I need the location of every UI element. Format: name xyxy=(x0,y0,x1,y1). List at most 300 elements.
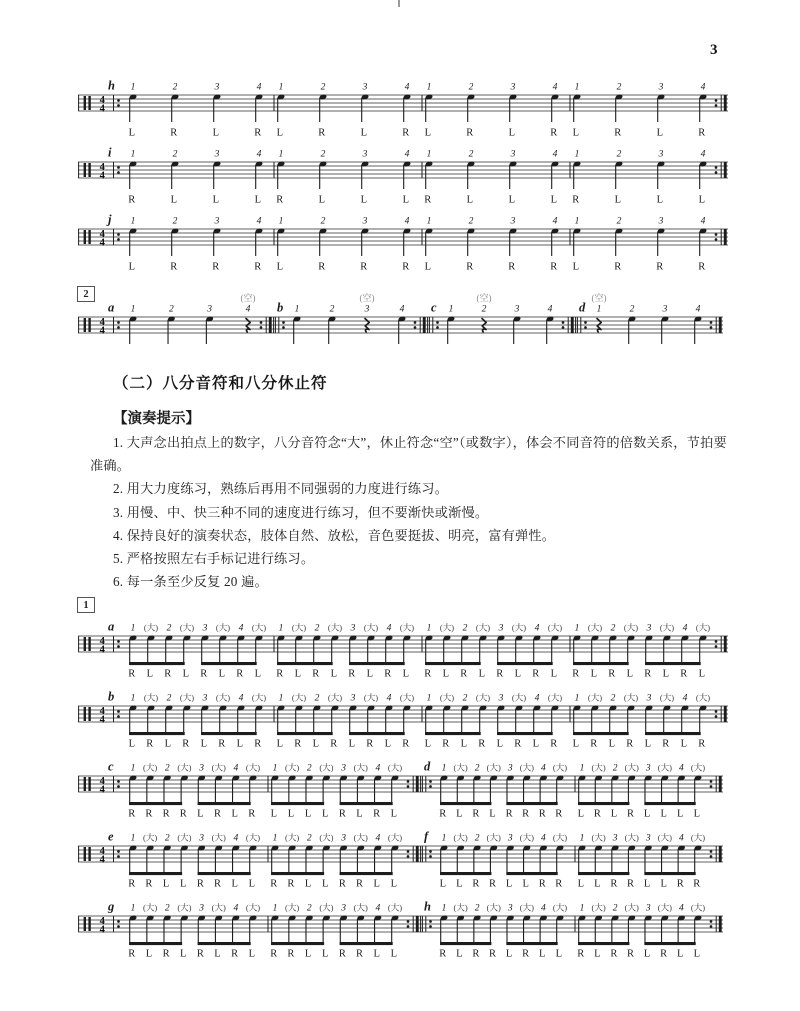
svg-text:(大): (大) xyxy=(327,622,343,633)
svg-text:i: i xyxy=(108,145,112,160)
svg-text:L: L xyxy=(402,668,410,680)
svg-text:(大): (大) xyxy=(587,692,603,703)
svg-text:L: L xyxy=(276,738,284,750)
svg-text:(大): (大) xyxy=(486,902,501,913)
svg-text:(大): (大) xyxy=(319,762,334,773)
svg-text:c: c xyxy=(108,759,114,774)
svg-text:(大): (大) xyxy=(179,692,195,703)
svg-text:4: 4 xyxy=(99,924,105,936)
svg-text:L: L xyxy=(522,878,529,890)
svg-text:2: 2 xyxy=(320,149,326,160)
svg-text:1: 1 xyxy=(441,833,447,844)
svg-text:2: 2 xyxy=(164,833,170,844)
registration-mark xyxy=(398,0,400,7)
svg-text:L: L xyxy=(660,808,667,820)
svg-text:(大): (大) xyxy=(285,902,300,913)
tip-item-1: 1. 大声念出拍点上的数字，八分音符念“大”，休止符念“空”（或数字），体会不同音符的倍数关系，节拍要准确。 xyxy=(90,435,727,474)
svg-text:R: R xyxy=(698,738,706,750)
svg-text:(大): (大) xyxy=(511,622,527,633)
svg-text:(大): (大) xyxy=(353,832,368,843)
svg-text:4: 4 xyxy=(99,644,105,656)
svg-text:R: R xyxy=(318,127,326,139)
svg-text:4: 4 xyxy=(552,82,558,93)
exercise-1-box-number: 1 xyxy=(77,597,95,613)
svg-text:L: L xyxy=(594,948,601,960)
svg-text:(大): (大) xyxy=(519,902,534,913)
svg-text:L: L xyxy=(254,194,262,206)
svg-text:(大): (大) xyxy=(143,762,158,773)
svg-text:L: L xyxy=(128,127,136,139)
tip-item-3: 3. 用慢、中、快三种不同的速度进行练习，但不要渐快或渐慢。 xyxy=(113,504,489,520)
page-number: 3 xyxy=(710,42,718,58)
svg-text:R: R xyxy=(424,668,432,680)
svg-text:R: R xyxy=(212,261,220,273)
svg-text:(大): (大) xyxy=(623,692,639,703)
svg-text:(大): (大) xyxy=(327,692,343,703)
svg-text:d: d xyxy=(579,300,586,315)
svg-text:4: 4 xyxy=(679,903,684,914)
svg-text:L: L xyxy=(231,808,238,820)
svg-text:L: L xyxy=(550,668,558,680)
svg-text:R: R xyxy=(200,668,208,680)
svg-text:L: L xyxy=(322,808,329,820)
svg-text:(空): (空) xyxy=(359,293,375,303)
svg-text:4: 4 xyxy=(99,846,105,858)
svg-text:(大): (大) xyxy=(245,902,261,913)
svg-text:(大): (大) xyxy=(624,832,639,843)
svg-text:R: R xyxy=(460,668,468,680)
svg-text:L: L xyxy=(390,948,398,960)
svg-text:3: 3 xyxy=(362,149,368,160)
svg-text:R: R xyxy=(439,948,447,960)
svg-text:R: R xyxy=(626,738,634,750)
svg-text:1: 1 xyxy=(278,623,284,634)
svg-text:L: L xyxy=(660,878,667,890)
svg-text:L: L xyxy=(231,878,238,890)
svg-text:L: L xyxy=(577,808,585,820)
svg-text:L: L xyxy=(128,738,136,750)
svg-text:(大): (大) xyxy=(690,902,706,913)
svg-text:L: L xyxy=(496,738,504,750)
svg-text:(大): (大) xyxy=(399,622,415,633)
svg-text:(大): (大) xyxy=(285,832,300,843)
svg-text:R: R xyxy=(555,878,563,890)
svg-text:4: 4 xyxy=(245,304,251,315)
svg-text:(大): (大) xyxy=(695,692,711,703)
svg-text:4: 4 xyxy=(375,833,381,844)
notation-system-d xyxy=(420,750,723,820)
svg-text:4: 4 xyxy=(534,623,540,634)
svg-text:(大): (大) xyxy=(143,622,159,633)
svg-text:L: L xyxy=(304,878,312,890)
svg-text:L: L xyxy=(373,878,380,890)
svg-text:4: 4 xyxy=(541,763,546,774)
svg-text:L: L xyxy=(677,808,684,820)
svg-text:4: 4 xyxy=(99,237,105,249)
svg-text:L: L xyxy=(248,948,256,960)
svg-text:R: R xyxy=(287,878,295,890)
svg-text:1: 1 xyxy=(130,216,136,227)
svg-text:4: 4 xyxy=(375,903,381,914)
svg-text:2: 2 xyxy=(172,149,178,160)
svg-text:3: 3 xyxy=(199,763,204,774)
svg-text:R: R xyxy=(338,948,346,960)
svg-text:R: R xyxy=(196,878,204,890)
svg-text:3: 3 xyxy=(646,623,652,634)
svg-text:1: 1 xyxy=(272,833,278,844)
svg-text:g: g xyxy=(108,899,115,914)
svg-text:4: 4 xyxy=(99,162,105,174)
svg-text:3: 3 xyxy=(510,216,516,227)
svg-text:2: 2 xyxy=(329,304,335,315)
svg-text:L: L xyxy=(626,668,634,680)
svg-text:R: R xyxy=(164,668,172,680)
svg-text:3: 3 xyxy=(207,304,213,315)
svg-text:R: R xyxy=(402,127,410,139)
tip-item-5: 5. 严格按照左右手标记进行练习。 xyxy=(113,551,315,567)
svg-text:L: L xyxy=(304,948,312,960)
svg-text:R: R xyxy=(128,808,136,820)
svg-text:R: R xyxy=(627,948,635,960)
svg-text:3: 3 xyxy=(199,833,204,844)
svg-text:1: 1 xyxy=(579,833,585,844)
svg-text:(大): (大) xyxy=(486,832,501,843)
svg-text:4: 4 xyxy=(256,149,262,160)
svg-text:R: R xyxy=(466,261,474,273)
svg-text:L: L xyxy=(693,948,701,960)
svg-text:4: 4 xyxy=(386,623,392,634)
svg-text:R: R xyxy=(660,948,668,960)
svg-text:1: 1 xyxy=(448,304,454,315)
svg-text:1: 1 xyxy=(272,763,278,774)
svg-text:2: 2 xyxy=(462,693,468,704)
svg-text:(大): (大) xyxy=(591,762,606,773)
svg-text:4: 4 xyxy=(99,916,105,928)
svg-text:4: 4 xyxy=(233,763,239,774)
svg-text:L: L xyxy=(304,808,312,820)
svg-text:1: 1 xyxy=(441,903,447,914)
svg-text:(大): (大) xyxy=(486,762,501,773)
notation-system-c xyxy=(78,750,420,820)
svg-text:4: 4 xyxy=(404,216,410,227)
svg-text:(大): (大) xyxy=(399,692,415,703)
svg-text:L: L xyxy=(182,668,190,680)
svg-text:(大): (大) xyxy=(690,832,706,843)
svg-text:2: 2 xyxy=(164,763,170,774)
svg-text:(大): (大) xyxy=(591,902,606,913)
svg-text:(大): (大) xyxy=(363,622,379,633)
svg-text:R: R xyxy=(522,948,530,960)
svg-text:L: L xyxy=(254,668,262,680)
svg-text:L: L xyxy=(514,668,522,680)
svg-text:(大): (大) xyxy=(215,622,231,633)
svg-text:L: L xyxy=(505,878,513,890)
svg-text:2: 2 xyxy=(164,903,170,914)
svg-text:R: R xyxy=(146,738,154,750)
svg-text:3: 3 xyxy=(364,304,370,315)
section-heading: （二）八分音符和八分休止符 xyxy=(113,375,328,392)
svg-text:R: R xyxy=(128,878,136,890)
svg-text:L: L xyxy=(608,738,616,750)
svg-text:R: R xyxy=(698,127,706,139)
svg-text:4: 4 xyxy=(99,229,105,241)
svg-text:4: 4 xyxy=(99,784,105,796)
svg-text:R: R xyxy=(593,808,601,820)
svg-text:3: 3 xyxy=(214,149,220,160)
svg-text:4: 4 xyxy=(404,149,410,160)
svg-text:L: L xyxy=(128,261,136,273)
svg-text:(大): (大) xyxy=(439,622,455,633)
svg-text:4: 4 xyxy=(99,325,105,337)
svg-text:L: L xyxy=(555,948,563,960)
svg-text:R: R xyxy=(366,738,374,750)
svg-text:R: R xyxy=(698,261,706,273)
svg-text:L: L xyxy=(424,738,432,750)
svg-text:(大): (大) xyxy=(552,832,568,843)
svg-text:4: 4 xyxy=(679,833,684,844)
svg-text:4: 4 xyxy=(541,903,546,914)
svg-text:L: L xyxy=(164,738,172,750)
svg-text:(大): (大) xyxy=(624,902,639,913)
svg-text:a: a xyxy=(108,300,115,315)
svg-text:L: L xyxy=(656,127,664,139)
svg-text:R: R xyxy=(231,948,239,960)
svg-text:R: R xyxy=(610,878,618,890)
svg-text:L: L xyxy=(170,194,178,206)
tip-item-2: 2. 用大力度练习，熟练后再用不同强弱的力度进行练习。 xyxy=(113,481,449,497)
svg-text:3: 3 xyxy=(612,833,618,844)
svg-text:L: L xyxy=(572,738,580,750)
svg-text:L: L xyxy=(643,808,651,820)
svg-text:2: 2 xyxy=(629,304,635,315)
svg-text:L: L xyxy=(348,738,356,750)
svg-text:L: L xyxy=(390,878,398,890)
svg-text:1: 1 xyxy=(426,693,432,704)
tip-item-6: 6. 每一条至少反复 20 遍。 xyxy=(113,574,268,590)
svg-text:(大): (大) xyxy=(439,692,455,703)
svg-text:3: 3 xyxy=(341,763,346,774)
svg-text:(大): (大) xyxy=(251,692,267,703)
svg-text:L: L xyxy=(384,738,392,750)
svg-text:R: R xyxy=(214,878,222,890)
svg-text:(大): (大) xyxy=(143,692,159,703)
svg-text:R: R xyxy=(128,194,136,206)
svg-text:4: 4 xyxy=(700,216,706,227)
svg-text:3: 3 xyxy=(498,693,504,704)
svg-text:(大): (大) xyxy=(547,622,563,633)
svg-text:2: 2 xyxy=(468,216,474,227)
svg-text:1: 1 xyxy=(574,149,580,160)
svg-text:4: 4 xyxy=(700,82,706,93)
svg-text:(大): (大) xyxy=(353,762,368,773)
svg-text:2: 2 xyxy=(616,82,622,93)
svg-text:(大): (大) xyxy=(519,832,534,843)
notation-system-b xyxy=(78,680,728,750)
svg-text:(大): (大) xyxy=(453,832,468,843)
svg-text:R: R xyxy=(662,738,670,750)
svg-text:L: L xyxy=(478,668,486,680)
svg-text:R: R xyxy=(128,668,136,680)
svg-text:R: R xyxy=(402,738,410,750)
svg-text:1: 1 xyxy=(130,763,136,774)
svg-text:R: R xyxy=(214,808,222,820)
notation-system-a xyxy=(78,610,728,680)
svg-text:1: 1 xyxy=(579,763,585,774)
svg-text:R: R xyxy=(489,948,497,960)
svg-text:2: 2 xyxy=(320,216,326,227)
svg-text:R: R xyxy=(145,808,153,820)
svg-text:L: L xyxy=(643,878,651,890)
svg-text:2: 2 xyxy=(616,149,622,160)
svg-text:R: R xyxy=(439,808,447,820)
svg-text:L: L xyxy=(466,194,474,206)
svg-text:1: 1 xyxy=(130,693,136,704)
svg-text:L: L xyxy=(276,261,284,273)
svg-text:L: L xyxy=(145,948,153,960)
svg-text:(大): (大) xyxy=(511,692,527,703)
svg-text:(大): (大) xyxy=(547,692,563,703)
svg-text:4: 4 xyxy=(99,317,105,329)
svg-text:(大): (大) xyxy=(695,622,711,633)
svg-text:R: R xyxy=(550,261,558,273)
svg-text:h: h xyxy=(108,78,115,93)
svg-text:R: R xyxy=(572,668,580,680)
svg-text:4: 4 xyxy=(679,763,684,774)
svg-text:h: h xyxy=(424,899,431,914)
svg-text:R: R xyxy=(656,261,664,273)
svg-text:R: R xyxy=(384,668,392,680)
svg-text:3: 3 xyxy=(341,903,346,914)
svg-text:R: R xyxy=(236,668,244,680)
svg-text:2: 2 xyxy=(610,693,616,704)
svg-text:L: L xyxy=(236,738,244,750)
svg-text:L: L xyxy=(550,194,558,206)
svg-text:(大): (大) xyxy=(245,762,261,773)
svg-text:R: R xyxy=(614,261,622,273)
svg-text:L: L xyxy=(677,948,684,960)
svg-text:L: L xyxy=(572,127,580,139)
svg-text:1: 1 xyxy=(278,149,284,160)
svg-text:L: L xyxy=(360,127,368,139)
svg-text:L: L xyxy=(594,878,601,890)
svg-text:R: R xyxy=(514,738,522,750)
svg-text:L: L xyxy=(287,808,295,820)
svg-text:(大): (大) xyxy=(353,902,368,913)
svg-text:(大): (大) xyxy=(215,692,231,703)
svg-text:R: R xyxy=(182,738,190,750)
svg-text:R: R xyxy=(442,738,450,750)
svg-text:R: R xyxy=(522,808,530,820)
svg-text:2: 2 xyxy=(474,903,480,914)
svg-text:(大): (大) xyxy=(143,832,158,843)
svg-text:3: 3 xyxy=(214,82,220,93)
svg-text:L: L xyxy=(644,738,652,750)
svg-text:4: 4 xyxy=(99,636,105,648)
svg-text:(大): (大) xyxy=(291,692,307,703)
svg-text:L: L xyxy=(698,668,706,680)
svg-text:R: R xyxy=(550,738,558,750)
svg-text:1: 1 xyxy=(278,216,284,227)
svg-text:R: R xyxy=(466,127,474,139)
svg-text:L: L xyxy=(366,668,374,680)
svg-text:(大): (大) xyxy=(143,902,158,913)
performance-tips-list xyxy=(90,431,732,593)
svg-text:2: 2 xyxy=(314,693,320,704)
svg-text:2: 2 xyxy=(168,304,174,315)
svg-text:4: 4 xyxy=(682,623,688,634)
svg-text:R: R xyxy=(218,738,226,750)
svg-text:4: 4 xyxy=(547,304,553,315)
svg-text:1: 1 xyxy=(596,304,602,315)
svg-text:(大): (大) xyxy=(387,902,403,913)
svg-text:L: L xyxy=(212,127,220,139)
svg-text:R: R xyxy=(356,948,364,960)
svg-text:4: 4 xyxy=(541,833,546,844)
svg-text:4: 4 xyxy=(386,693,392,704)
svg-text:L: L xyxy=(643,948,651,960)
svg-text:4: 4 xyxy=(256,216,262,227)
svg-text:2: 2 xyxy=(474,833,480,844)
svg-text:(大): (大) xyxy=(387,832,403,843)
svg-text:(空): (空) xyxy=(240,293,256,303)
svg-text:4: 4 xyxy=(238,693,244,704)
svg-text:3: 3 xyxy=(202,693,208,704)
svg-text:3: 3 xyxy=(341,833,346,844)
svg-text:L: L xyxy=(532,738,540,750)
svg-text:1: 1 xyxy=(278,82,284,93)
svg-text:L: L xyxy=(456,808,463,820)
svg-text:L: L xyxy=(270,808,278,820)
svg-text:(大): (大) xyxy=(177,762,192,773)
svg-text:L: L xyxy=(312,738,320,750)
svg-text:3: 3 xyxy=(510,82,516,93)
svg-text:R: R xyxy=(472,878,480,890)
svg-text:R: R xyxy=(270,878,278,890)
svg-text:3: 3 xyxy=(658,216,664,227)
svg-text:R: R xyxy=(614,127,622,139)
svg-text:L: L xyxy=(218,668,226,680)
svg-text:R: R xyxy=(162,808,170,820)
svg-text:3: 3 xyxy=(645,833,651,844)
svg-text:(大): (大) xyxy=(624,762,639,773)
svg-text:L: L xyxy=(539,948,546,960)
svg-text:R: R xyxy=(496,668,504,680)
svg-text:(大): (大) xyxy=(211,762,226,773)
notation-system-j xyxy=(78,203,728,273)
svg-text:R: R xyxy=(472,948,480,960)
svg-text:4: 4 xyxy=(552,149,558,160)
svg-text:L: L xyxy=(200,738,208,750)
svg-text:L: L xyxy=(356,808,363,820)
performance-tips-title: 【演奏提示】 xyxy=(113,411,200,427)
svg-text:3: 3 xyxy=(507,903,513,914)
svg-text:R: R xyxy=(424,194,432,206)
svg-text:3: 3 xyxy=(645,903,651,914)
svg-text:R: R xyxy=(338,878,346,890)
svg-text:c: c xyxy=(431,300,437,315)
svg-text:3: 3 xyxy=(350,623,356,634)
svg-text:R: R xyxy=(170,127,178,139)
svg-text:L: L xyxy=(318,194,326,206)
svg-text:3: 3 xyxy=(350,693,356,704)
svg-text:L: L xyxy=(508,127,516,139)
svg-text:1: 1 xyxy=(130,149,136,160)
svg-text:2: 2 xyxy=(172,82,178,93)
svg-text:(大): (大) xyxy=(211,832,226,843)
svg-text:R: R xyxy=(162,948,170,960)
svg-text:R: R xyxy=(373,808,381,820)
svg-text:1: 1 xyxy=(272,903,278,914)
